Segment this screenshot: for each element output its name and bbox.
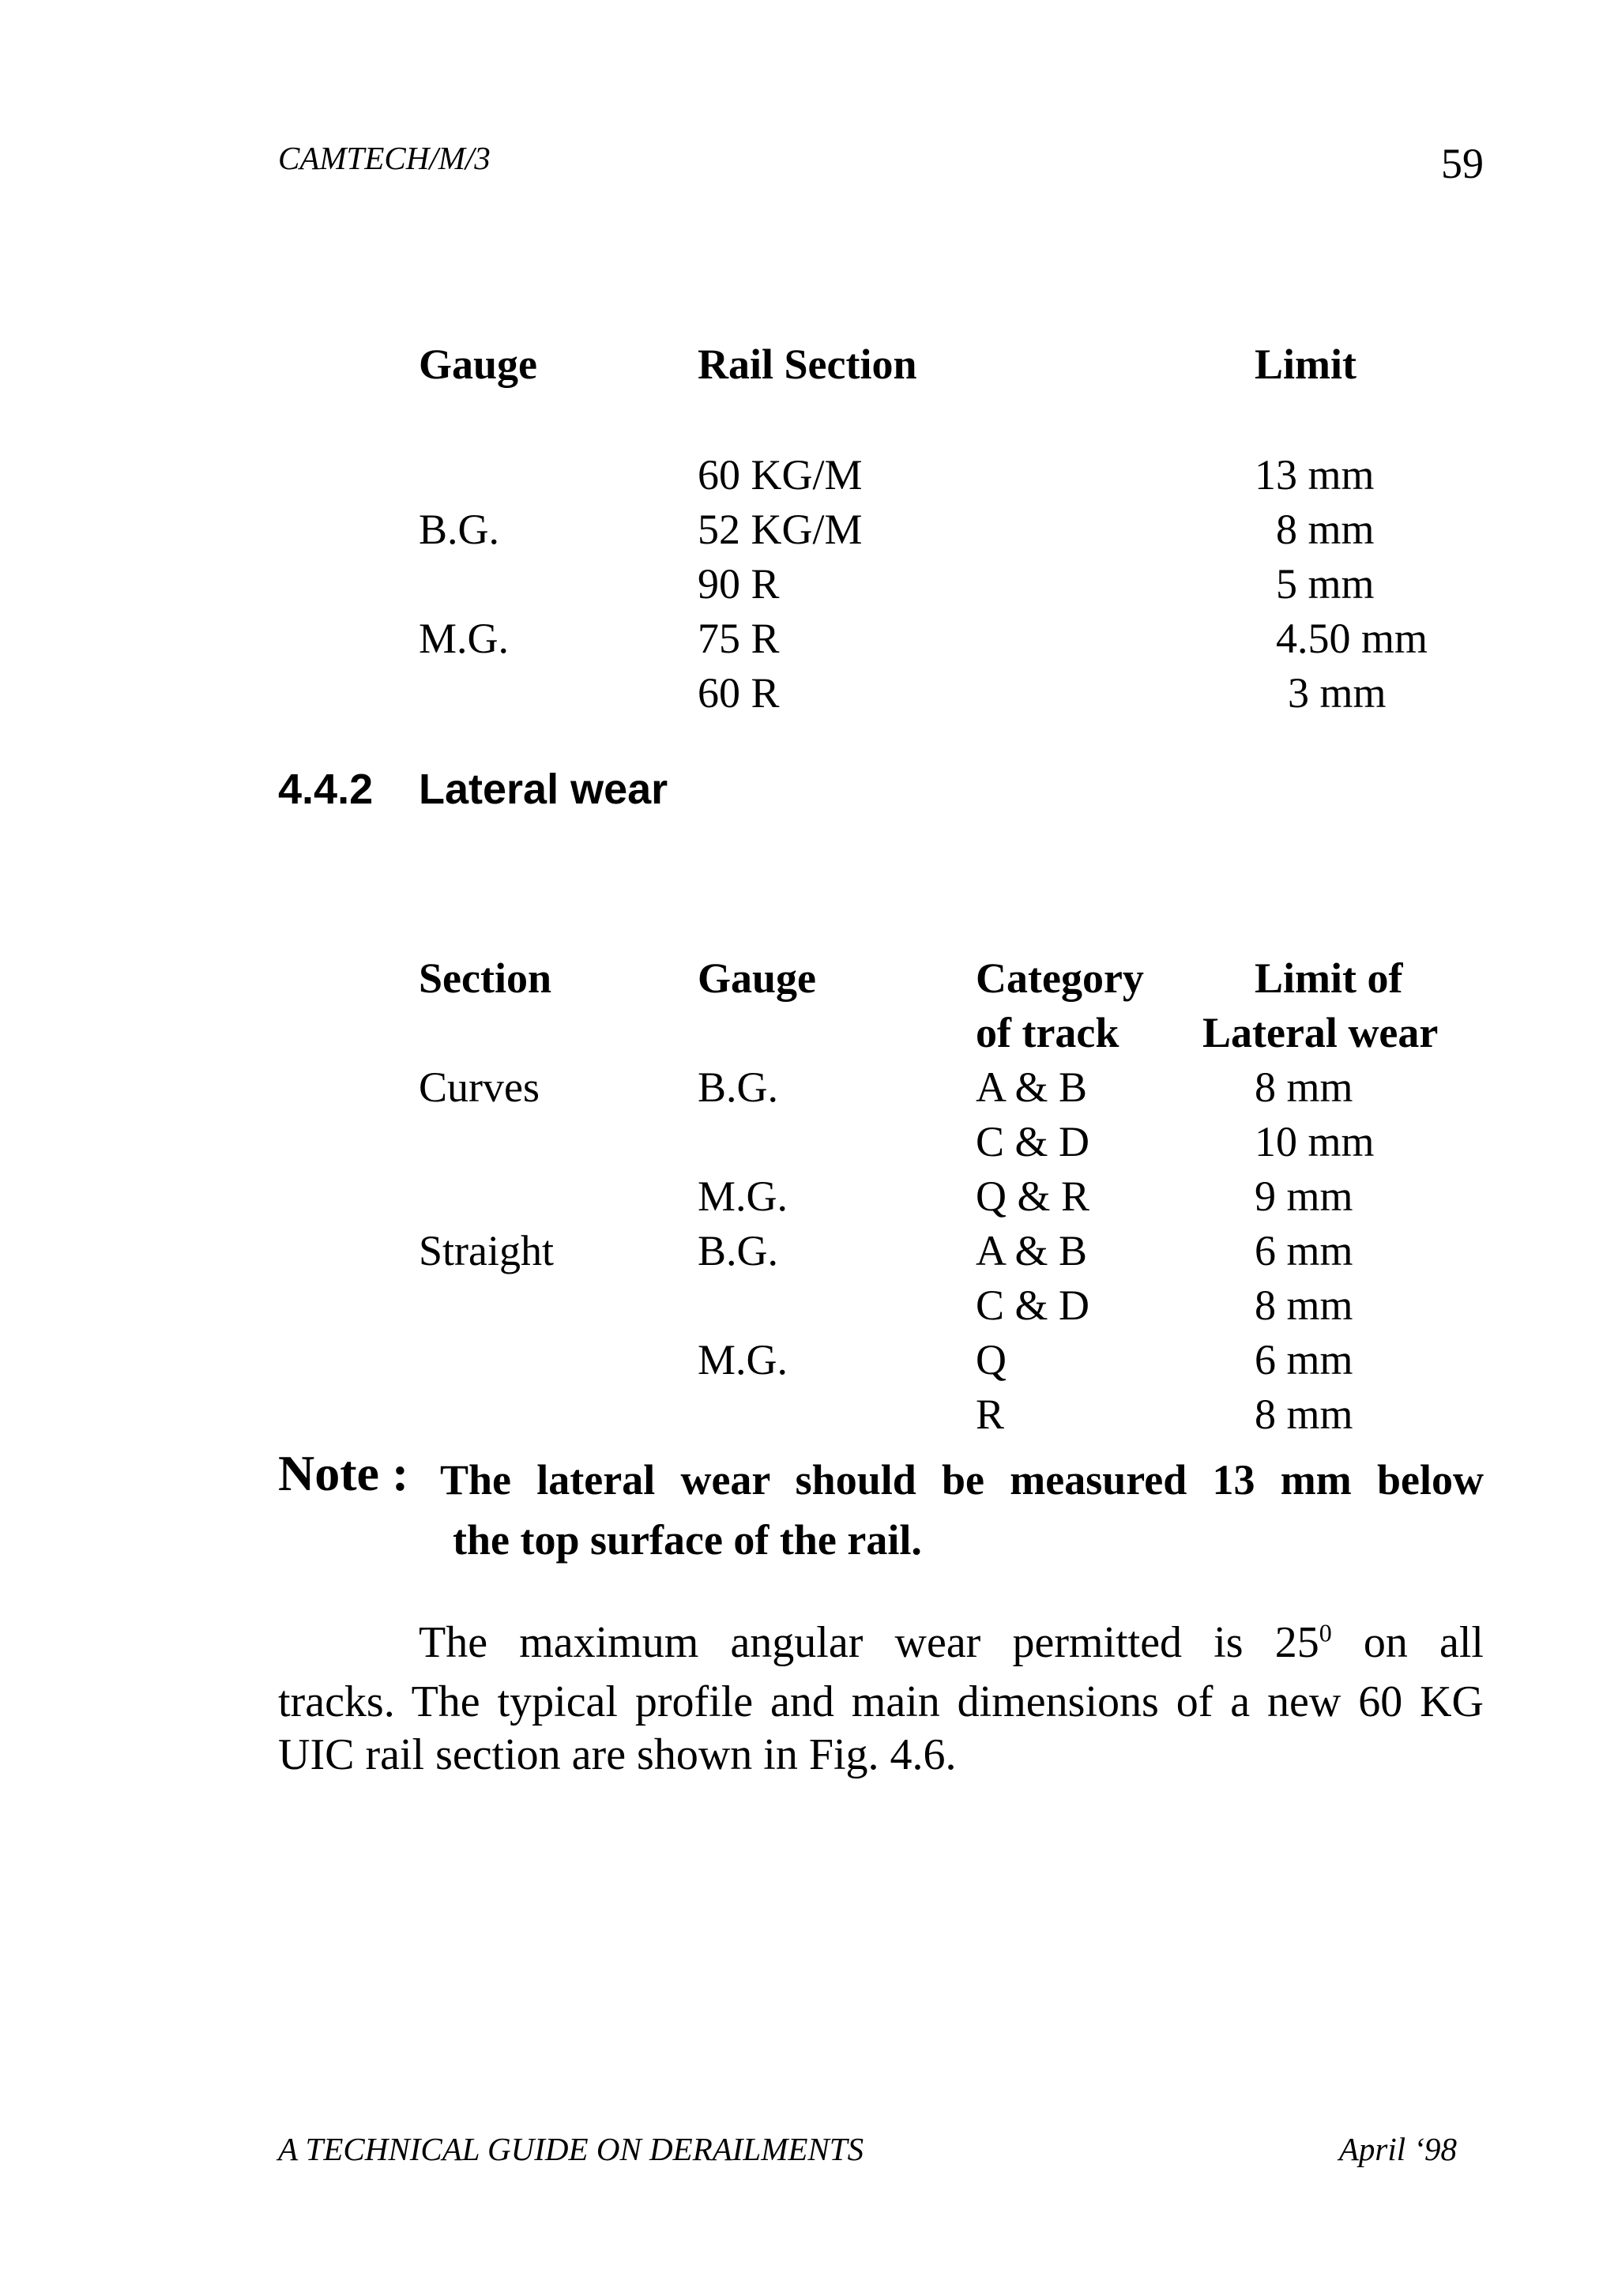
- table2-cell: C & D: [976, 1282, 1090, 1329]
- table2-cell: 8 mm: [1255, 1391, 1353, 1438]
- table2-header-limit: Limit of: [1255, 954, 1403, 1002]
- table1-cell: 8 mm: [1276, 506, 1375, 553]
- footer-title: A TECHNICAL GUIDE ON DERAILMENTS: [278, 2131, 864, 2167]
- table1-cell: 5 mm: [1276, 560, 1375, 608]
- table1-header-rail-section: Rail Section: [698, 341, 917, 388]
- table1-cell: 60 R: [698, 669, 780, 717]
- note-line-2: the top surface of the rail.: [453, 1516, 922, 1564]
- table1-cell: 90 R: [698, 560, 780, 608]
- table2-cell: R: [976, 1391, 1005, 1438]
- table1-cell: 3 mm: [1288, 669, 1387, 717]
- section-number: 4.4.2: [278, 766, 374, 813]
- table2-cell: Straight: [419, 1227, 554, 1274]
- table2-header-category: of track: [976, 1009, 1119, 1056]
- table2-cell: 6 mm: [1255, 1336, 1353, 1383]
- table2-cell: 9 mm: [1255, 1172, 1353, 1220]
- table1-cell: 52 KG/M: [698, 506, 863, 553]
- table1-header-gauge: Gauge: [419, 341, 538, 388]
- table2-cell: A & B: [976, 1227, 1088, 1274]
- page-number: 59: [1441, 140, 1484, 187]
- table2-cell: A & B: [976, 1063, 1088, 1111]
- table2-cell: Curves: [419, 1063, 540, 1111]
- table2-cell: C & D: [976, 1118, 1090, 1165]
- paragraph-text: The maximum angular wear permitted is 25: [419, 1618, 1319, 1667]
- table2-cell: 10 mm: [1255, 1118, 1375, 1165]
- note-label: Note :: [278, 1445, 409, 1501]
- table2-cell: M.G.: [698, 1336, 788, 1383]
- table2-cell: 8 mm: [1255, 1282, 1353, 1329]
- table2-cell: Q: [976, 1336, 1007, 1383]
- table1-cell: 4.50 mm: [1276, 615, 1428, 662]
- document-code: CAMTECH/M/3: [278, 140, 491, 176]
- table1-cell: 75 R: [698, 615, 780, 662]
- table2-cell: Q & R: [976, 1172, 1090, 1220]
- table2-header-gauge: Gauge: [698, 954, 817, 1002]
- table2-cell: 8 mm: [1255, 1063, 1353, 1111]
- degree-superscript: 0: [1319, 1618, 1332, 1647]
- table2-cell: B.G.: [698, 1063, 779, 1111]
- note-line-1: The lateral wear should be measured 13 mm below: [440, 1456, 1484, 1504]
- paragraph-text: on all: [1331, 1618, 1484, 1667]
- table2-header-limit: Lateral wear: [1202, 1009, 1439, 1056]
- table2-cell: B.G.: [698, 1227, 779, 1274]
- paragraph-line-1: [419, 1617, 1484, 1669]
- table2-header-section: Section: [419, 954, 551, 1002]
- table1-cell: 60 KG/M: [698, 451, 863, 499]
- footer-date: April ‘98: [1338, 2131, 1457, 2167]
- table1-cell: B.G.: [419, 506, 500, 553]
- table1-cell: 13 mm: [1255, 451, 1375, 499]
- section-title: Lateral wear: [419, 766, 668, 813]
- paragraph-line-3: UIC rail section are shown in Fig. 4.6.: [278, 1730, 957, 1779]
- table2-cell: 6 mm: [1255, 1227, 1353, 1274]
- table2-header-category: Category: [976, 954, 1144, 1002]
- table2-cell: M.G.: [698, 1172, 788, 1220]
- paragraph-line-2: tracks. The typical profile and main dimensions of a new 60 KG: [278, 1677, 1484, 1726]
- table1-cell: M.G.: [419, 615, 510, 662]
- table1-header-limit: Limit: [1255, 341, 1356, 388]
